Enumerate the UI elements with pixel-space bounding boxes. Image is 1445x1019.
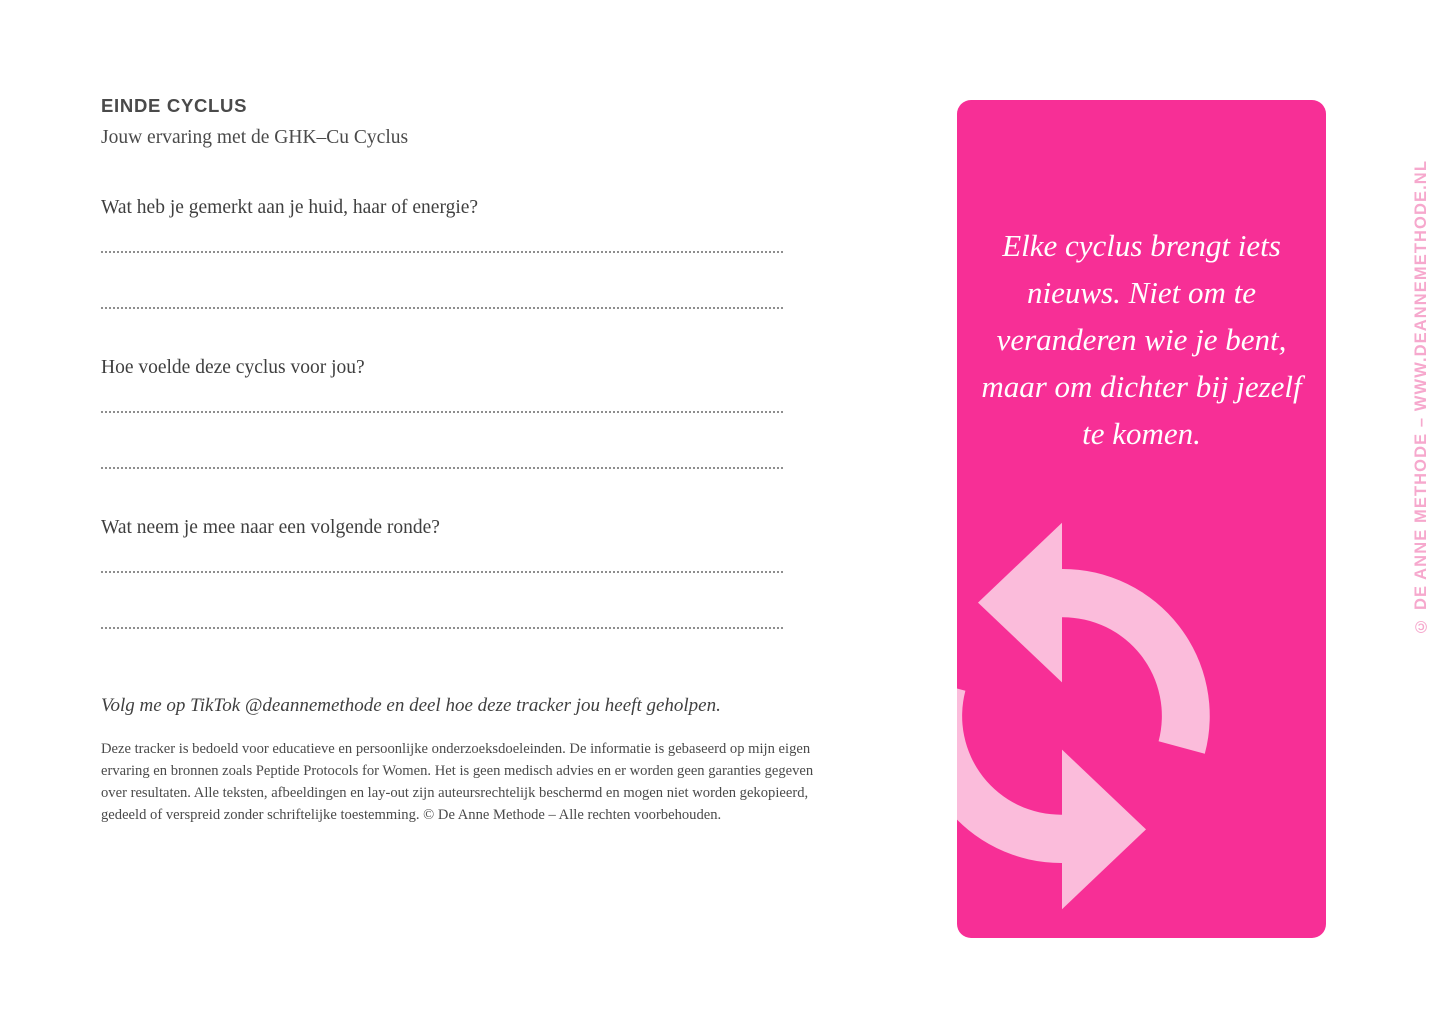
page-subtitle: Jouw ervaring met de GHK–Cu Cyclus <box>101 127 409 148</box>
answer-line[interactable] <box>101 627 783 629</box>
question-block-3 <box>101 517 801 629</box>
answer-line[interactable] <box>101 411 783 413</box>
disclaimer-text: Deze tracker is bedoeld voor educatieve en persoonlijke onderzoeksdoeleinden. De informatie is gebaseerd op mijn eigen ervaring en bronnen zoals Peptide Protocols for Women. Het is geen medisch advies en er worden geen garanties gegeven over resultaten. Alle teksten, afbeeldingen en lay-out zijn auteursrechtelijk beschermd en mogen niet worden gekopieerd, gedeeld of verspreid zonder schriftelijke toestemming. © De Anne Methode – Alle rechten voorbehouden. <box>101 741 814 823</box>
quote-text: Elke cyclus brengt iets nieuws. Niet om te veranderen wie je bent, maar om dichter bij jezelf te komen. <box>981 228 1302 452</box>
question-label: Wat heb je gemerkt aan je huid, haar of energie? <box>101 197 479 218</box>
left-content-column <box>101 95 814 841</box>
question-label: Hoe voelde deze cyclus voor jou? <box>101 357 365 378</box>
question-block-1 <box>101 197 801 309</box>
followup-note: Volg me op TikTok @deannemethode en deel hoe deze tracker jou heeft geholpen. <box>101 695 721 716</box>
answer-line[interactable] <box>101 571 783 573</box>
answer-line[interactable] <box>101 467 783 469</box>
cycle-arrows-icon <box>957 506 1272 926</box>
question-label: Wat neem je mee naar een volgende ronde? <box>101 517 440 538</box>
page-title: EINDE CYCLUS <box>101 95 248 116</box>
copyright-credit: © DE ANNE METHODE – WWW.DEANNEMETHODE.NL <box>1412 160 1430 635</box>
quote-panel <box>957 100 1326 938</box>
answer-line[interactable] <box>101 307 783 309</box>
answer-line[interactable] <box>101 251 783 253</box>
question-block-2 <box>101 357 801 469</box>
